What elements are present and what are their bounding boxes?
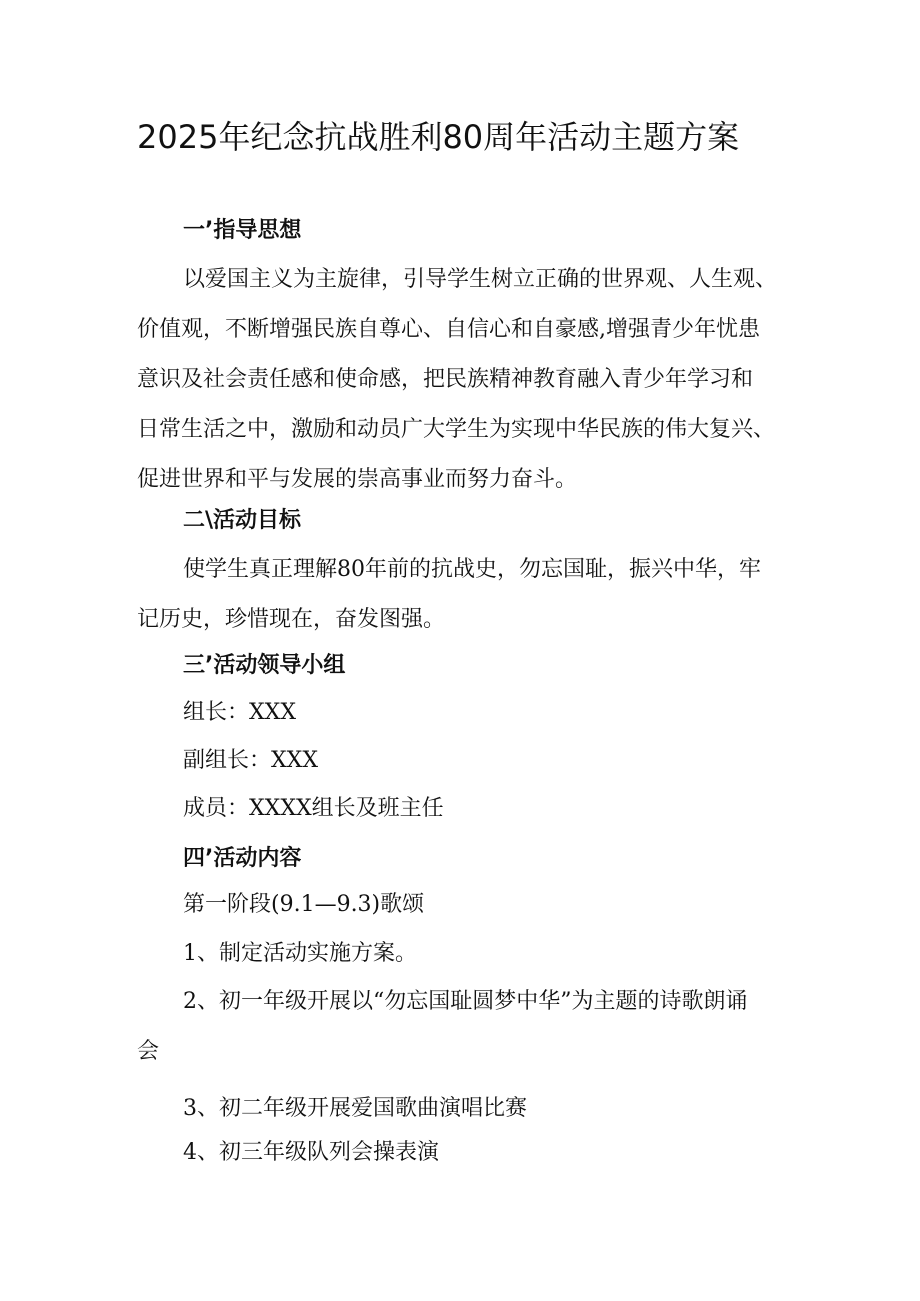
content-item-4: 4、初三年级队列会操表演	[183, 1140, 439, 1165]
members-line: 成员：XXXX组长及班主任	[183, 796, 444, 821]
paragraph-line: 使学生真正理解80年前的抗战史，勿忘国耻，振兴中华，牢	[183, 557, 761, 582]
paragraph-line: 会	[137, 1039, 160, 1064]
paragraph-line: 日常生活之中，激励和动员广大学生为实现中华民族的伟大复兴、	[137, 417, 776, 442]
content-item-1: 1、制定活动实施方案。	[183, 941, 417, 966]
section-heading-activity-content: 四’活动内容	[183, 846, 302, 871]
leader-line: 组长：XXX	[183, 700, 296, 725]
section-heading-activity-goals: 二\活动目标	[183, 508, 302, 533]
content-item-2	[137, 977, 817, 1077]
document-title: 2025年纪念抗战胜利80周年活动主题方案	[137, 118, 740, 156]
paragraph-line: 意识及社会责任感和使命感，把民族精神教育融入青少年学习和	[137, 367, 754, 392]
paragraph-line: 2、初一年级开展以“勿忘国耻圆梦中华”为主题的诗歌朗诵	[183, 989, 748, 1014]
vice-leader-line: 副组长：XXX	[183, 748, 318, 773]
phase-one-line: 第一阶段(9.1—9.3)歌颂	[183, 892, 425, 917]
guiding-ideology-paragraph	[137, 255, 817, 505]
content-item-3: 3、初二年级开展爱国歌曲演唱比赛	[183, 1096, 527, 1121]
section-heading-guiding-ideology: 一’指导思想	[183, 218, 302, 243]
paragraph-line: 促进世界和平与发展的崇高事业而努力奋斗。	[137, 467, 578, 492]
paragraph-line: 价值观，不断增强民族自尊心、自信心和自豪感,增强青少年忧患	[137, 317, 760, 342]
paragraph-line: 以爱国主义为主旋律，引导学生树立正确的世界观、人生观、	[183, 267, 778, 292]
section-heading-leadership-group: 三’活动领导小组	[183, 653, 346, 678]
activity-goals-paragraph	[137, 545, 817, 645]
paragraph-line: 记历史，珍惜现在，奋发图强。	[137, 607, 446, 632]
